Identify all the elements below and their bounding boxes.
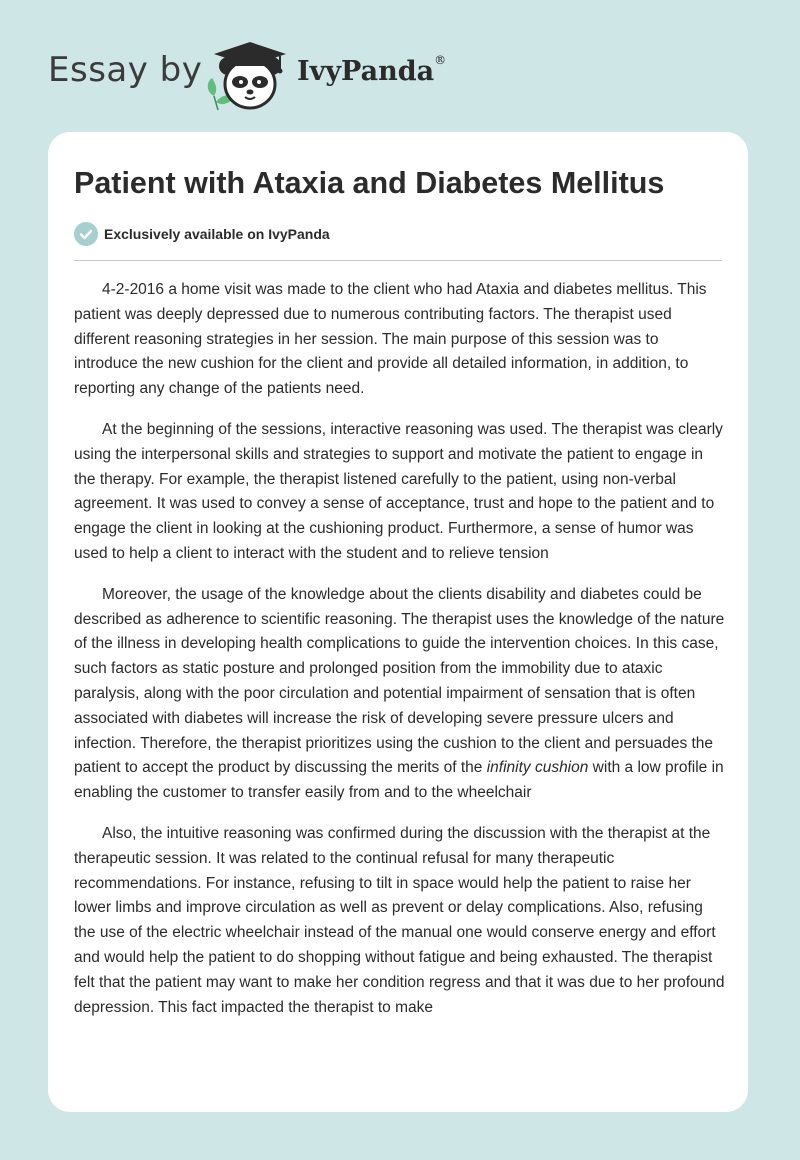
page-title: Patient with Ataxia and Diabetes Mellitus xyxy=(74,166,665,200)
check-circle-icon xyxy=(74,222,98,246)
paragraph-3-emphasis: infinity cushion xyxy=(486,759,589,777)
paragraph-3-text-before: Moreover, the usage of the knowledge about the clients disability and diabetes could be described as adherence to scientific reasoning. The therapist uses the knowledge of the nature of the illness in developing health complications to guide the intervention choices. In this case, such factors as static posture and prolonged position from the immobility due to ataxic paralysis, along with the poor circulation and potential impairment of sensation that is often associated with diabetes will increase the risk of developing severe pressure ulcers and infection. Therefore, the therapist prioritizes using the cushion to the client and persuades the patient to accept the product by discussing the merits of the xyxy=(74,585,725,777)
essay-by-label: Essay by xyxy=(48,50,203,90)
essay-card xyxy=(48,132,748,1112)
site-header xyxy=(0,0,800,130)
brand-text: IvyPanda xyxy=(297,56,435,87)
paragraph-2: At the beginning of the sessions, interactive reasoning was used. The therapist was clearly using the interpersonal skills and strategies to support and motivate the patient to engage in the therapy. For example, the therapist listened carefully to the patient, using non-verbal agreement. It was used to convey a sense of acceptance, trust and hope to the patient and to engage the client in looking at the cushioning product. Furthermore, a sense of humor was used to help a client to interact with the student and to relieve tension xyxy=(74,420,723,562)
divider xyxy=(74,260,722,261)
paragraph-1: 4-2-2016 a home visit was made to the client who had Ataxia and diabetes mellitus. This patient was deeply depressed due to numerous contributing factors. The therapist used different reasoning strategies in her session. The main purpose of this session was to introduce the new cushion for the client and provide all detailed information, in addition, to reporting any change of the patients need. xyxy=(74,281,707,398)
brand-name[interactable] xyxy=(297,53,447,87)
paragraph-3 xyxy=(74,583,726,806)
trademark-symbol: ® xyxy=(434,53,447,67)
paragraph-3-text-after: with a low profile in enabling the customer to transfer easily from and to the wheelchair xyxy=(74,759,724,802)
exclusive-badge-text: Exclusively available on IvyPanda xyxy=(104,226,330,242)
panda-graduate-icon xyxy=(200,36,296,114)
essay-body xyxy=(74,278,726,1036)
paragraph-4: Also, the intuitive reasoning was confirmed during the discussion with the therapist at the therapeutic session. It was related to the continual refusal for many therapeutic recommendations. For instance, refusing to tilt in space would help the patient to raise her lower limbs and improve circulation as well as prevent or delay complications. Also, refusing the use of the electric wheelchair instead of the manual one would conserve energy and effort and would help the patient to do shopping without fatigue and being exhausted. The therapist felt that the patient may want to make her condition regress and that it was due to her profound depression. This fact impacted the therapist to make xyxy=(74,824,725,1016)
exclusive-badge xyxy=(74,222,330,246)
